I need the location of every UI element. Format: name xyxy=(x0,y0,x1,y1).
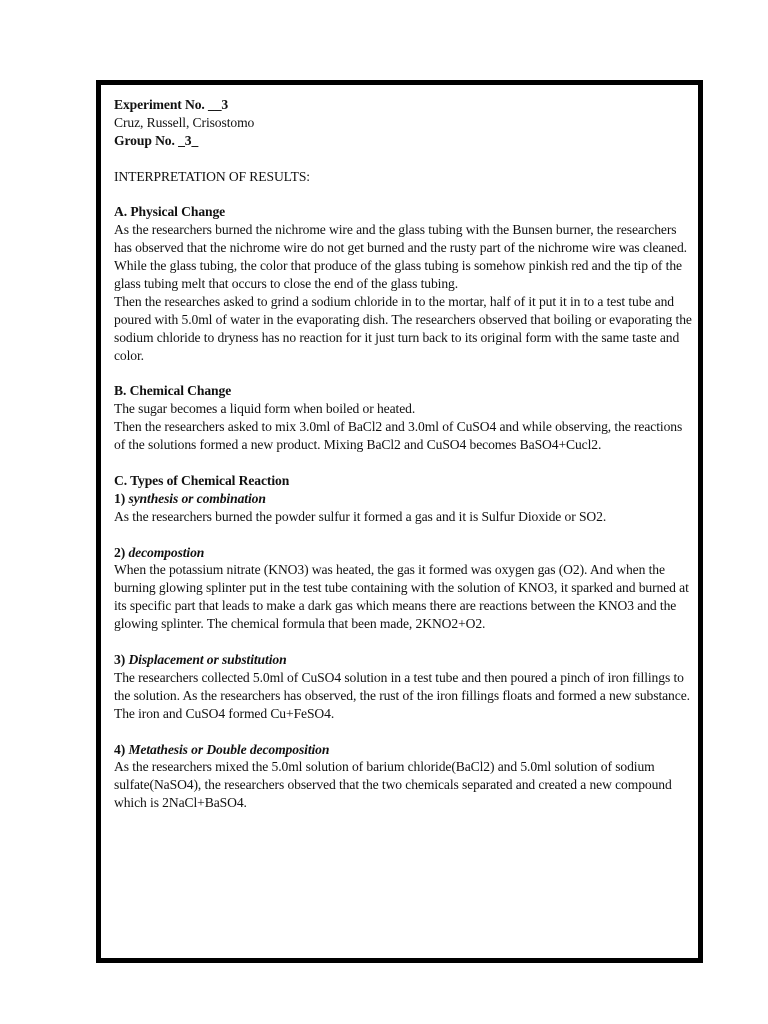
reaction-description: The researchers collected 5.0ml of CuSO4 solution in a test tube and then poured a pinch of iron fillings to the solution. As the researchers has observed, the rust of the iron fillings floats and formed a new substance. The iron and CuSO4 formed Cu+FeSO4. xyxy=(114,669,690,721)
reaction-number: 1) xyxy=(114,490,126,506)
reaction-name: synthesis or combination xyxy=(128,490,266,506)
group-number: Group No. _3_ xyxy=(114,132,199,148)
reaction-name: Metathesis or Double decomposition xyxy=(128,741,330,757)
reaction-item-2 xyxy=(114,544,694,634)
reaction-types-title: C. Types of Chemical Reaction xyxy=(114,472,290,488)
reaction-item-4 xyxy=(114,741,694,813)
reaction-number: 4) xyxy=(114,741,126,757)
document-page xyxy=(96,80,703,963)
physical-change-paragraph-2: Then the researches asked to grind a sodium chloride in to the mortar, half of it put it in to a test tube and poured with 5.0ml of water in the evaporating dish. The researchers observed that boiling or evaporating the sodium chloride to dryness has no reaction for it just turn back to its original form with the same taste and color. xyxy=(114,293,692,363)
reaction-name: decompostion xyxy=(128,544,205,560)
section-heading: INTERPRETATION OF RESULTS: xyxy=(114,168,310,184)
reaction-item-3 xyxy=(114,651,694,723)
physical-change-paragraph-1: As the researchers burned the nichrome wire and the glass tubing with the Bunsen burner, the researchers has observed that the nichrome wire do not get burned and the rusty part of the nichrome wire was cleaned. While the glass tubing, the color that produce of the glass tubing is somehow pinkish red and the tip of the glass tubing melt that occurs to close the end of the glass tubing. xyxy=(114,222,687,292)
chemical-change-title: B. Chemical Change xyxy=(114,383,232,399)
reaction-number: 3) xyxy=(114,652,126,667)
physical-change-title: A. Physical Change xyxy=(114,204,226,220)
reaction-description: As the researchers mixed the 5.0ml solution of barium chloride(BaCl2) and 5.0ml solution of sodium sulfate(NaSO4), the researchers observed that the two chemicals separated and created a new compound which is 2NaCl+BaSO4. xyxy=(114,759,672,811)
reaction-number: 2) xyxy=(114,544,126,560)
reaction-description: As the researchers burned the powder sulfur it formed a gas and it is Sulfur Dioxide or SO2. xyxy=(114,508,607,524)
document-body xyxy=(114,96,694,812)
reaction-item-1 xyxy=(114,490,694,526)
reaction-description: When the potassium nitrate (KNO3) was heated, the gas it formed was oxygen gas (O2). And when the burning glowing splinter put in the test tube containing with the solution of KNO3, it sparked and burned at its specific part that leads to make a dark gas which means there are reactions between the KNO3 and the glowing splinter. The chemical formula that been made, 2KNO2+O2. xyxy=(114,562,689,632)
experiment-number: Experiment No. __3 xyxy=(114,97,229,112)
chemical-change-paragraph-2: Then the researchers asked to mix 3.0ml of BaCl2 and 3.0ml of CuSO4 and while observing, the reactions of the solutions formed a new product. Mixing BaCl2 and CuSO4 becomes BaSO4+Cucl2. xyxy=(114,419,683,453)
chemical-change-paragraph-1: The sugar becomes a liquid form when boiled or heated. xyxy=(114,401,416,417)
author-names: Cruz, Russell, Crisostomo xyxy=(114,114,255,130)
reaction-name: Displacement or substitution xyxy=(128,652,287,667)
